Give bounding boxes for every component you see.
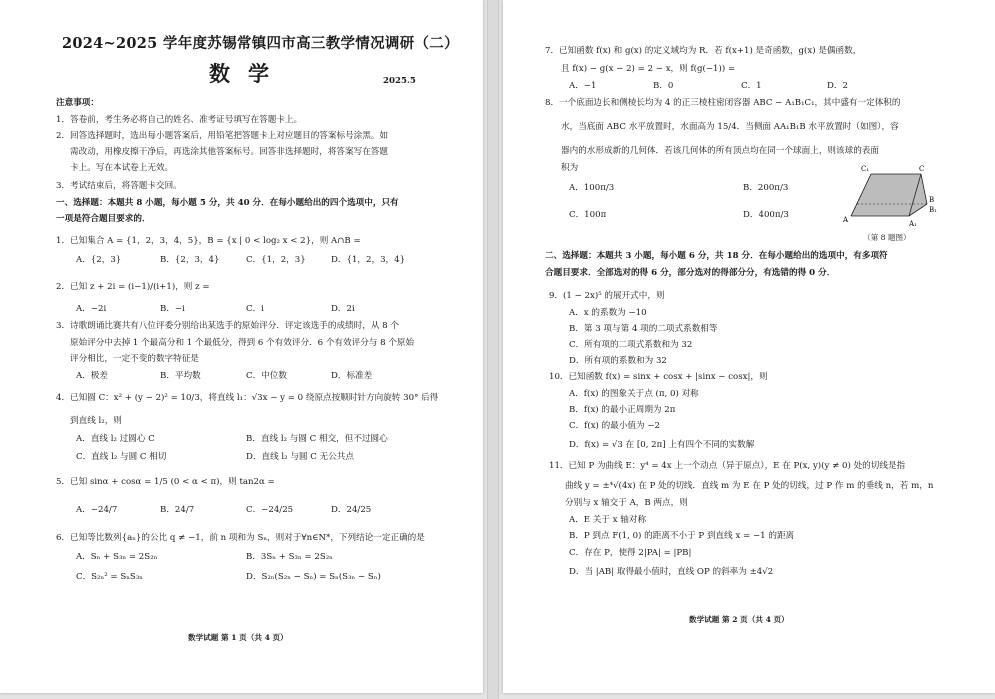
q9-option-d: D．所有项的系数和为 32 xyxy=(569,356,667,366)
q4-option-a: A．直线 l₂ 过圆心 C xyxy=(76,434,155,444)
water-region xyxy=(851,174,927,216)
label-b1: B₁ xyxy=(929,206,937,214)
question-8-cont: 积为 xyxy=(561,163,579,173)
exam-title: 2024~2025 学年度苏锡常镇四市高三教学情况调研（二） xyxy=(62,35,459,52)
q1-option-d: D．{1，2，3，4} xyxy=(331,255,406,265)
question-3-cont: 原始评分中去掉 1 个最高分和 1 个最低分，得到 6 个有效评分．6 个有效评分与 8 个原始 xyxy=(70,338,415,348)
q6-option-c: C．S₂ₙ² = SₙS₃ₙ xyxy=(76,572,143,582)
notice-line: 需改动，用橡皮擦干净后，再选涂其他答案标号。回答非选择题时，将答案写在答题 xyxy=(70,147,388,157)
q7-option-a: A．−1 xyxy=(569,81,597,91)
q11-option-d: D．当 |AB| 取得最小值时，直线 OP 的斜率为 ±4√2 xyxy=(569,567,774,577)
question-6: 6．已知等比数列{aₙ}的公比 q ≠ −1，前 n 项和为 Sₙ，则对于∀n∈N*，下列结论一定正确的是 xyxy=(56,533,425,543)
question-11-cont: 分别与 x 轴交于 A，B 两点，则 xyxy=(565,498,688,508)
q5-option-b: B．24/7 xyxy=(160,505,195,515)
section-1-heading-cont: 一项是符合题目要求的． xyxy=(56,214,151,224)
q10-option-b: B．f(x) 的最小正周期为 2π xyxy=(569,405,676,415)
question-3: 3．诗歌朗诵比赛共有八位评委分别给出某选手的原始评分．评定该选手的成绩时，从 8 个 xyxy=(56,321,399,331)
page-gutter xyxy=(487,0,499,699)
q2-option-c: C．i xyxy=(246,304,264,314)
page-footer: 数学试题 第 2 页（共 4 页） xyxy=(689,615,789,624)
notice-heading: 注意事项： xyxy=(56,98,99,108)
section-1-heading: 一、选择题：本题共 8 小题，每小题 5 分，共 40 分．在每小题给出的四个选项中，只有 xyxy=(56,198,399,208)
q3-option-b: B．平均数 xyxy=(160,371,201,381)
exam-page-1 xyxy=(0,0,483,693)
q3-option-a: A．极差 xyxy=(76,371,108,381)
figure-caption: （第 8 题图） xyxy=(863,233,911,242)
question-10: 10．已知函数 f(x) = sinx + cosx + |sinx − cosx|，则 xyxy=(549,372,768,382)
q8-option-c: C．100π xyxy=(569,210,607,220)
question-1: 1．已知集合 A = {1，2，3，4，5}，B = {x | 0 < log₂ x < 2}，则 A∩B = xyxy=(56,236,361,246)
question-8-cont: 器内的水形成新的几何体．若该几何体的所有顶点均在同一个球面上，则该球的表面 xyxy=(561,146,879,156)
question-5: 5．已知 sinα + cosα = 1/5 (0 < α < π)，则 tan2α = xyxy=(56,477,275,487)
q11-option-c: C．存在 P，使得 2|PA| = |PB| xyxy=(569,548,692,558)
question-4: 4．已知圆 C：x² + (y − 2)² = 10/3，将直线 l₁：√3x − y = 0 绕原点按顺时针方向旋转 30° 后得 xyxy=(56,393,439,403)
q6-option-a: A．Sₙ + S₃ₙ = 2S₂ₙ xyxy=(76,552,158,562)
question-2: 2．已知 z + 2i = (i−1)/(i+1)，则 z = xyxy=(56,282,210,292)
q5-option-c: C．−24/25 xyxy=(246,505,294,515)
notice-line: 卡上。写在本试卷上无效。 xyxy=(70,163,174,173)
q4-option-d: D．直线 l₂ 与圆 C 无公共点 xyxy=(246,452,354,462)
question-11-cont: 曲线 y = ±⁴√(4x) 在 P 处的切线．直线 m 为 E 在 P 处的切线，过 P 作 m 的垂线 n，若 m，n xyxy=(565,481,934,491)
q11-option-a: A．E 关于 x 轴对称 xyxy=(569,515,647,525)
q8-option-b: B．200π/3 xyxy=(743,183,789,193)
notice-line: 2．回答选择题时，选出每小题答案后，用铅笔把答题卡上对应题目的答案标号涂黑。如 xyxy=(56,131,389,141)
q5-option-d: D．24/25 xyxy=(331,505,372,515)
notice-line: 1．答卷前，考生务必将自己的姓名、准考证号填写在答题卡上。 xyxy=(56,115,303,125)
exam-date: 2025.5 xyxy=(383,76,416,86)
q10-option-c: C．f(x) 的最小值为 −2 xyxy=(569,421,661,431)
q3-option-d: D．标准差 xyxy=(331,371,373,381)
question-4-cont: 到直线 l₂，则 xyxy=(70,416,122,426)
q8-option-d: D．400π/3 xyxy=(743,210,789,220)
q5-option-a: A．−24/7 xyxy=(76,505,118,515)
question-8: 8．一个底面边长和侧棱长均为 4 的正三棱柱密闭容器 ABC − A₁B₁C₁，其中盛有一定体积的 xyxy=(545,98,901,108)
q6-option-d: D．S₂ₙ(S₂ₙ − Sₙ) = Sₙ(S₃ₙ − Sₙ) xyxy=(246,572,381,582)
q4-option-c: C．直线 l₂ 与圆 C 相切 xyxy=(76,452,167,462)
q3-option-c: C．中位数 xyxy=(246,371,287,381)
q7-option-c: C．1 xyxy=(741,81,762,91)
q9-option-a: A．x 的系数为 −10 xyxy=(569,308,647,318)
question-9: 9．(1 − 2x)⁵ 的展开式中，则 xyxy=(549,291,665,301)
q9-option-c: C．所有项的二项式系数和为 32 xyxy=(569,340,693,350)
q7-option-b: B．0 xyxy=(653,81,674,91)
q2-option-b: B．−i xyxy=(160,304,185,314)
question-7-cont: 且 f(x) − g(x − 2) = 2 − x，则 f(g(−1)) = xyxy=(561,64,736,74)
q10-option-d: D．f(x) = √3 在 [0, 2π] 上有四个不同的实数解 xyxy=(569,440,755,450)
q2-option-a: A．−2i xyxy=(76,304,107,314)
q8-option-a: A．100π/3 xyxy=(569,183,615,193)
q1-option-b: B．{2，3，4} xyxy=(160,255,220,265)
label-a: A xyxy=(843,216,849,224)
q7-option-d: D．2 xyxy=(827,81,848,91)
section-2-heading-cont: 合题目要求．全部选对的得 6 分，部分选对的得部分分，有选错的得 0 分． xyxy=(545,268,836,278)
exam-page-2 xyxy=(503,0,995,693)
label-a1: A₁ xyxy=(909,220,917,228)
q2-option-d: D．2i xyxy=(331,304,355,314)
label-b: B xyxy=(929,196,935,204)
question-8-cont: 水，当底面 ABC 水平放置时，水面高为 15/4．当侧面 AA₁B₁B 水平放置时（如图），容 xyxy=(561,122,899,132)
question-11: 11．已知 P 为曲线 E：y⁴ = 4x 上一个动点（异于原点），E 在 P(x, y)(y ≠ 0) 处的切线是指 xyxy=(549,461,906,471)
q10-option-a: A．f(x) 的图象关于点 (π, 0) 对称 xyxy=(569,389,699,399)
section-2-heading: 二、选择题：本题共 3 小题，每小题 6 分，共 18 分．在每小题给出的选项中，有多项符 xyxy=(545,251,888,261)
page-footer: 数学试题 第 1 页（共 4 页） xyxy=(188,633,288,642)
notice-line: 3．考试结束后，将答题卡交回。 xyxy=(56,181,182,191)
q1-option-c: C．{1，2，3} xyxy=(246,255,306,265)
subject-title: 数学 xyxy=(209,61,287,86)
question-3-cont: 评分相比，一定不变的数字特征是 xyxy=(70,354,199,364)
q4-option-b: B．直线 l₂ 与圆 C 相交，但不过圆心 xyxy=(246,434,388,444)
q11-option-b: B．P 到点 F(1, 0) 的距离不小于 P 到直线 x = −1 的距离 xyxy=(569,531,795,541)
q1-option-a: A．{2，3} xyxy=(76,255,122,265)
label-c: C xyxy=(919,165,925,173)
q8-prism-figure xyxy=(835,158,939,230)
label-c1: C₁ xyxy=(861,165,870,173)
question-7: 7．已知函数 f(x) 和 g(x) 的定义域均为 R．若 f(x+1) 是奇函数，g(x) 是偶函数， xyxy=(545,46,862,56)
q9-option-b: B．第 3 项与第 4 项的二项式系数相等 xyxy=(569,324,718,334)
q6-option-b: B．3Sₙ + S₃ₙ = 2S₂ₙ xyxy=(246,552,333,562)
